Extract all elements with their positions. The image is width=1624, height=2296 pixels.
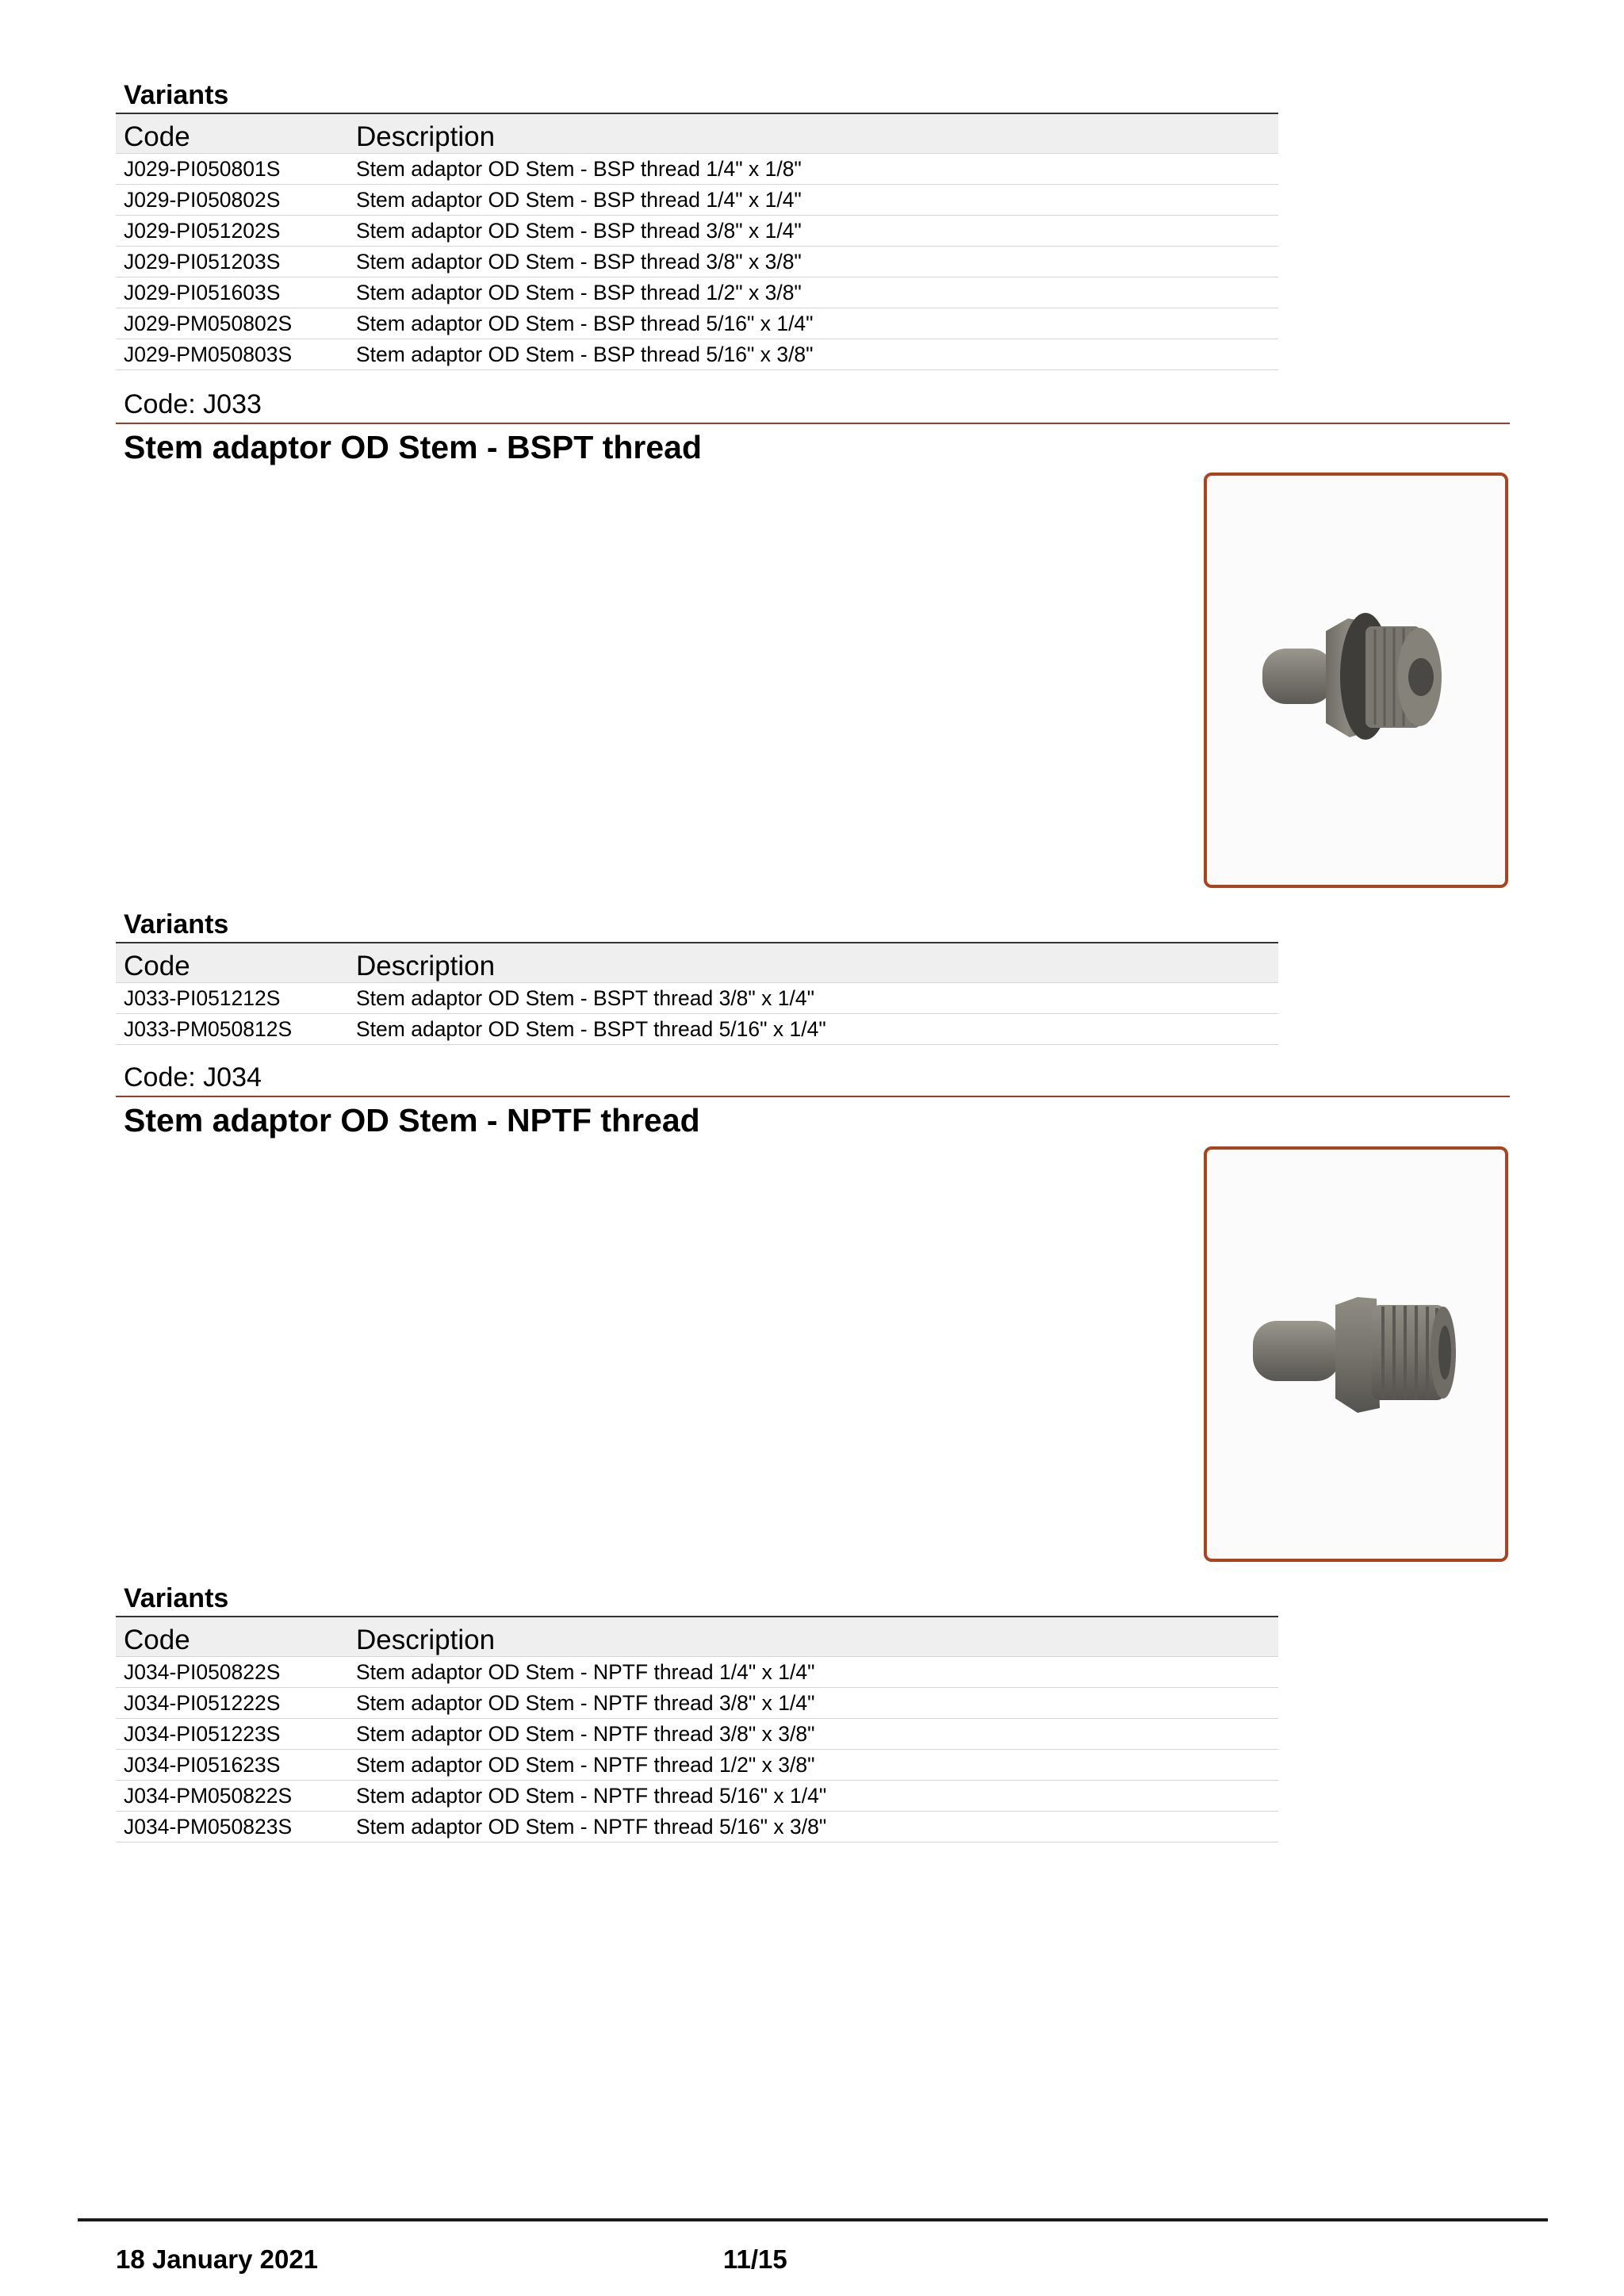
stem-adaptor-nptf-image <box>1207 1150 1505 1559</box>
variant-code: J033-PI051212S <box>116 983 356 1014</box>
table-row <box>116 247 1278 277</box>
column-header-description: Description <box>356 113 1278 154</box>
section-divider <box>116 423 1510 424</box>
variant-description: Stem adaptor OD Stem - BSP thread 5/16" x 1/4" <box>356 308 1278 339</box>
page-number: 11/15 <box>723 2244 787 2274</box>
column-header-code: Code <box>116 1617 356 1657</box>
variant-description: Stem adaptor OD Stem - NPTF thread 1/4" x 1/4" <box>356 1657 1278 1688</box>
table-row <box>116 1750 1278 1781</box>
variant-description: Stem adaptor OD Stem - BSP thread 1/2" x 3/8" <box>356 277 1278 308</box>
variants-table-j034 <box>116 1616 1278 1843</box>
variant-description: Stem adaptor OD Stem - NPTF thread 5/16" x 1/4" <box>356 1781 1278 1812</box>
table-row <box>116 185 1278 216</box>
variant-description: Stem adaptor OD Stem - NPTF thread 5/16" x 3/8" <box>356 1812 1278 1843</box>
variant-description: Stem adaptor OD Stem - BSP thread 3/8" x 1/4" <box>356 216 1278 247</box>
table-row <box>116 1657 1278 1688</box>
variant-code: J029-PI051603S <box>116 277 356 308</box>
variant-code: J033-PM050812S <box>116 1014 356 1045</box>
variant-code: J034-PI050822S <box>116 1657 356 1688</box>
variant-code: J034-PM050823S <box>116 1812 356 1843</box>
column-header-description: Description <box>356 1617 1278 1657</box>
variant-code: J029-PI050802S <box>116 185 356 216</box>
column-header-code: Code <box>116 113 356 154</box>
product-title: Stem adaptor OD Stem - BSPT thread <box>124 429 703 465</box>
variant-description: Stem adaptor OD Stem - BSP thread 1/4" x 1/8" <box>356 154 1278 185</box>
variant-code: J034-PI051223S <box>116 1719 356 1750</box>
variant-description: Stem adaptor OD Stem - NPTF thread 3/8" x 3/8" <box>356 1719 1278 1750</box>
variants-heading: Variants <box>124 1583 229 1613</box>
table-row <box>116 277 1278 308</box>
product-photo-frame <box>1204 1146 1508 1562</box>
variants-table-j033 <box>116 942 1278 1045</box>
table-row <box>116 154 1278 185</box>
product-photo-frame <box>1204 473 1508 888</box>
footer-divider <box>78 2218 1548 2221</box>
product-code: Code: J033 <box>124 389 262 419</box>
product-code: Code: J034 <box>124 1062 262 1093</box>
variant-code: J034-PI051623S <box>116 1750 356 1781</box>
variant-description: Stem adaptor OD Stem - BSPT thread 5/16" x 1/4" <box>356 1014 1278 1045</box>
section-divider <box>116 1096 1510 1097</box>
variant-description: Stem adaptor OD Stem - NPTF thread 1/2" x 3/8" <box>356 1750 1278 1781</box>
variants-heading: Variants <box>124 909 229 939</box>
variant-description: Stem adaptor OD Stem - BSP thread 5/16" x 3/8" <box>356 339 1278 370</box>
variant-description: Stem adaptor OD Stem - BSP thread 3/8" x 3/8" <box>356 247 1278 277</box>
stem-adaptor-bspt-image <box>1207 476 1505 885</box>
variant-description: Stem adaptor OD Stem - NPTF thread 3/8" x 1/4" <box>356 1688 1278 1719</box>
variant-code: J029-PM050803S <box>116 339 356 370</box>
variant-code: J029-PI051202S <box>116 216 356 247</box>
table-row <box>116 1781 1278 1812</box>
variant-description: Stem adaptor OD Stem - BSP thread 1/4" x 1/4" <box>356 185 1278 216</box>
variant-code: J029-PM050802S <box>116 308 356 339</box>
variants-table-j029 <box>116 113 1278 370</box>
column-header-code: Code <box>116 943 356 983</box>
table-row <box>116 1719 1278 1750</box>
table-row <box>116 308 1278 339</box>
variant-description: Stem adaptor OD Stem - BSPT thread 3/8" x 1/4" <box>356 983 1278 1014</box>
table-row <box>116 1014 1278 1045</box>
footer-date: 18 January 2021 <box>116 2244 319 2274</box>
table-row <box>116 216 1278 247</box>
table-row <box>116 983 1278 1014</box>
column-header-description: Description <box>356 943 1278 983</box>
variant-code: J034-PM050822S <box>116 1781 356 1812</box>
product-title: Stem adaptor OD Stem - NPTF thread <box>124 1102 700 1138</box>
variant-code: J029-PI050801S <box>116 154 356 185</box>
variants-heading: Variants <box>124 80 229 110</box>
variant-code: J034-PI051222S <box>116 1688 356 1719</box>
variant-code: J029-PI051203S <box>116 247 356 277</box>
table-row <box>116 1812 1278 1843</box>
table-row <box>116 339 1278 370</box>
table-row <box>116 1688 1278 1719</box>
